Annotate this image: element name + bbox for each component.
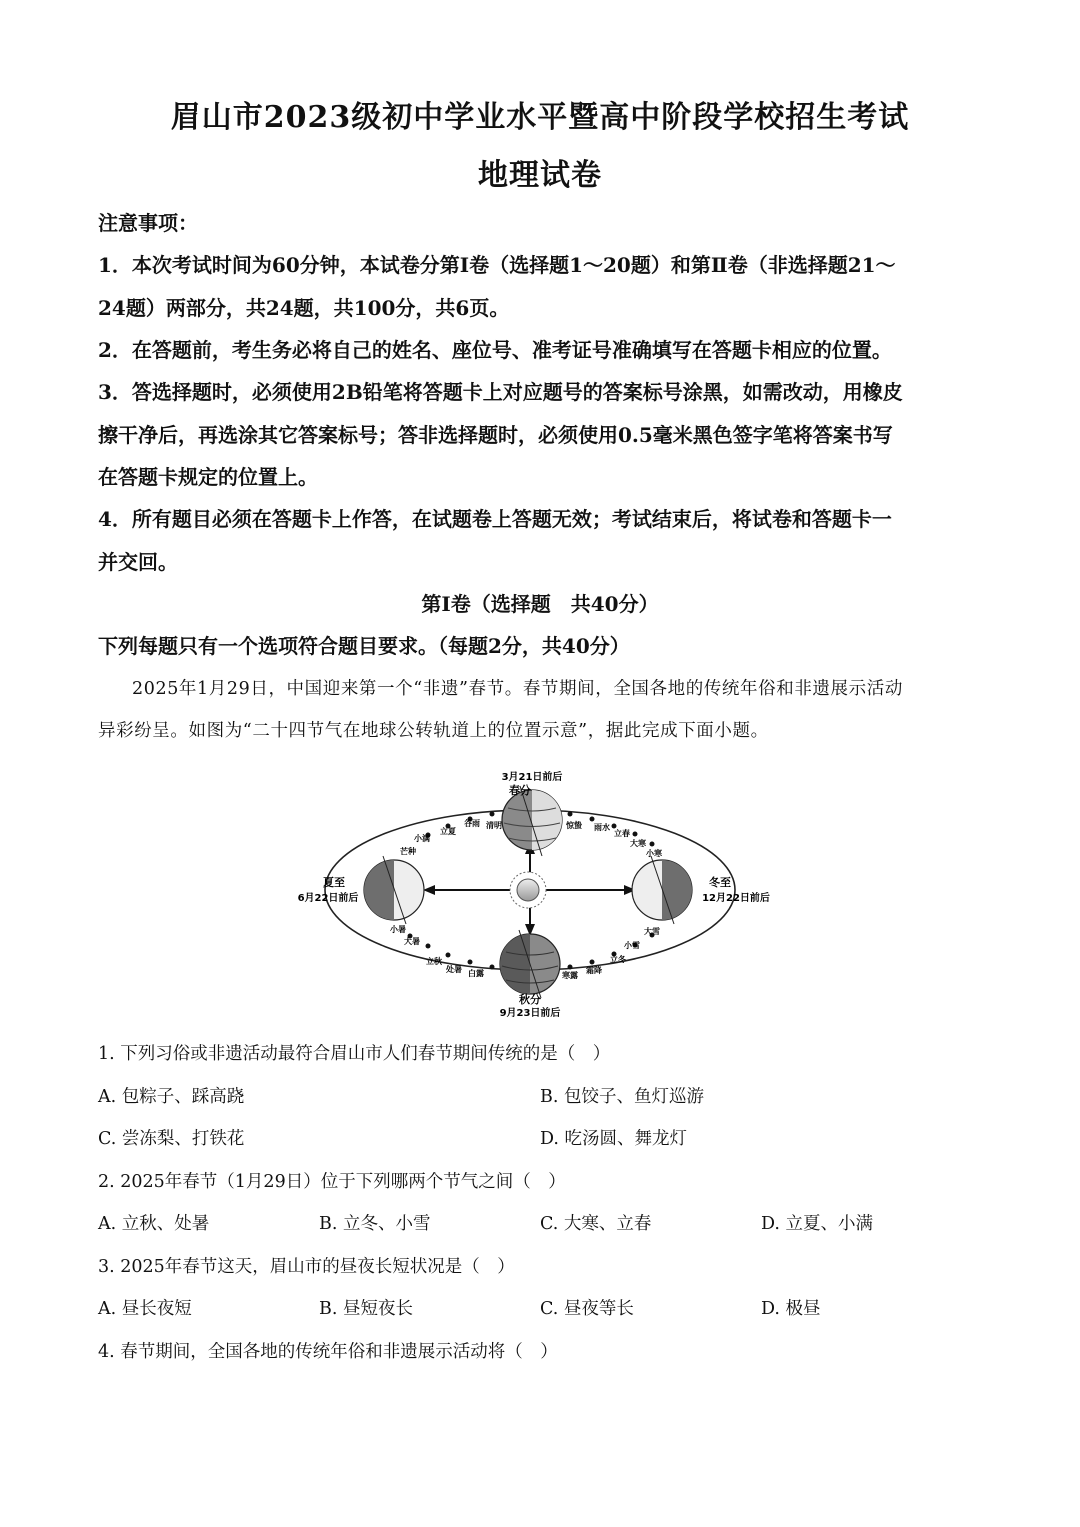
question-1-option-d[interactable]: D. 吃汤圆、舞龙灯	[540, 1129, 688, 1149]
summer-date-label: 6月22日前后	[297, 893, 359, 904]
question-3-option-a[interactable]: A. 昼长夜短	[98, 1299, 192, 1319]
term-label: 霜降	[586, 966, 602, 975]
notice-line-7: 4．所有题目必须在答题卡上作答，在试题卷上答题无效；考试结束后，将试卷和答题卡一	[98, 507, 892, 531]
term-label: 芒种	[400, 847, 416, 856]
question-2-option-b[interactable]: B. 立冬、小雪	[319, 1214, 431, 1234]
term-label: 大暑	[404, 937, 420, 946]
spring-name-label: 春分	[509, 784, 531, 797]
question-2-option-a[interactable]: A. 立秋、处暑	[98, 1214, 210, 1234]
autumn-date-label: 9月23日前后	[499, 1008, 561, 1019]
question-2-stem: 2. 2025年春节（1月29日）位于下列哪两个节气之间（ ）	[98, 1172, 566, 1192]
term-label: 小雪	[624, 941, 640, 950]
term-label: 小寒	[646, 849, 662, 858]
section-instruction: 下列每题只有一个选项符合题目要求。（每题2分，共40分）	[98, 634, 630, 658]
term-label: 雨水	[594, 823, 610, 832]
earth-summer-icon	[364, 856, 424, 924]
term-label: 谷雨	[464, 819, 480, 828]
notice-heading: 注意事项：	[98, 211, 198, 235]
spring-date-label: 3月21日前后	[501, 772, 563, 783]
term-label: 大雪	[644, 927, 660, 936]
term-label: 大寒	[630, 839, 646, 848]
earth-autumn-icon	[500, 930, 560, 998]
earth-winter-icon	[632, 856, 692, 924]
question-1-stem: 1. 下列习俗或非遗活动最符合眉山市人们春节期间传统的是（ ）	[98, 1044, 611, 1064]
notice-line-4: 3．答选择题时，必须使用2B铅笔将答题卡上对应题号的答案标号涂黑，如需改动，用橡皮	[98, 380, 903, 404]
term-label: 寒露	[562, 971, 578, 980]
winter-name-label: 冬至	[709, 876, 731, 889]
notice-line-6: 在答题卡规定的位置上。	[98, 465, 318, 489]
term-label: 处暑	[446, 965, 462, 974]
question-3-option-d[interactable]: D. 极昼	[761, 1299, 821, 1319]
term-label: 小暑	[390, 925, 406, 934]
notice-line-2: 24题）两部分，共24题，共100分，共6页。	[98, 296, 510, 320]
term-label: 白露	[468, 969, 484, 978]
term-label: 小满	[414, 834, 430, 843]
exam-subtitle: 地理试卷	[478, 158, 602, 193]
notice-line-5: 擦干净后，再选涂其它答案标号；答非选择题时，必须使用0.5毫米黑色签字笔将答案书写	[98, 423, 893, 447]
question-3-stem: 3. 2025年春节这天，眉山市的昼夜长短状况是（ ）	[98, 1257, 515, 1277]
term-label: 立春	[614, 829, 630, 838]
summer-name-label: 夏至	[323, 876, 345, 889]
question-3-option-b[interactable]: B. 昼短夜长	[319, 1299, 413, 1319]
question-4-stem: 4. 春节期间，全国各地的传统年俗和非遗展示活动将（ ）	[98, 1342, 558, 1362]
question-1-option-a[interactable]: A. 包粽子、踩高跷	[98, 1087, 245, 1107]
winter-date-label: 12月22日前后	[702, 893, 770, 904]
term-label: 清明	[486, 821, 502, 830]
question-2-option-c[interactable]: C. 大寒、立春	[540, 1214, 652, 1234]
question-3-option-c[interactable]: C. 昼夜等长	[540, 1299, 634, 1319]
section-title: 第Ⅰ卷（选择题 共40分）	[421, 592, 659, 616]
intro-line-1: 2025年1月29日，中国迎来第一个“非遗”春节。春节期间，全国各地的传统年俗和非遗展示活动	[132, 679, 903, 699]
autumn-name-label: 秋分	[519, 993, 541, 1006]
term-label: 立秋	[426, 957, 442, 966]
term-label: 立夏	[440, 827, 456, 836]
solar-terms-orbit-diagram	[280, 768, 780, 1028]
question-2-option-d[interactable]: D. 立夏、小满	[761, 1214, 874, 1234]
notice-line-8: 并交回。	[98, 550, 178, 574]
exam-title: 眉山市2023级初中学业水平暨高中阶段学校招生考试	[170, 100, 910, 135]
sun-icon	[510, 872, 546, 908]
question-1-option-b[interactable]: B. 包饺子、鱼灯巡游	[540, 1087, 704, 1107]
notice-line-3: 2．在答题前，考生务必将自己的姓名、座位号、准考证号准确填写在答题卡相应的位置。	[98, 338, 892, 362]
term-label: 立冬	[610, 955, 626, 964]
term-label: 惊蛰	[566, 821, 582, 830]
notice-line-1: 1．本次考试时间为60分钟，本试卷分第Ⅰ卷（选择题1～20题）和第Ⅱ卷（非选择题21～	[98, 253, 896, 277]
question-1-option-c[interactable]: C. 尝冻梨、打铁花	[98, 1129, 245, 1149]
intro-line-2: 异彩纷呈。如图为“二十四节气在地球公转轨道上的位置示意”，据此完成下面小题。	[98, 721, 769, 741]
